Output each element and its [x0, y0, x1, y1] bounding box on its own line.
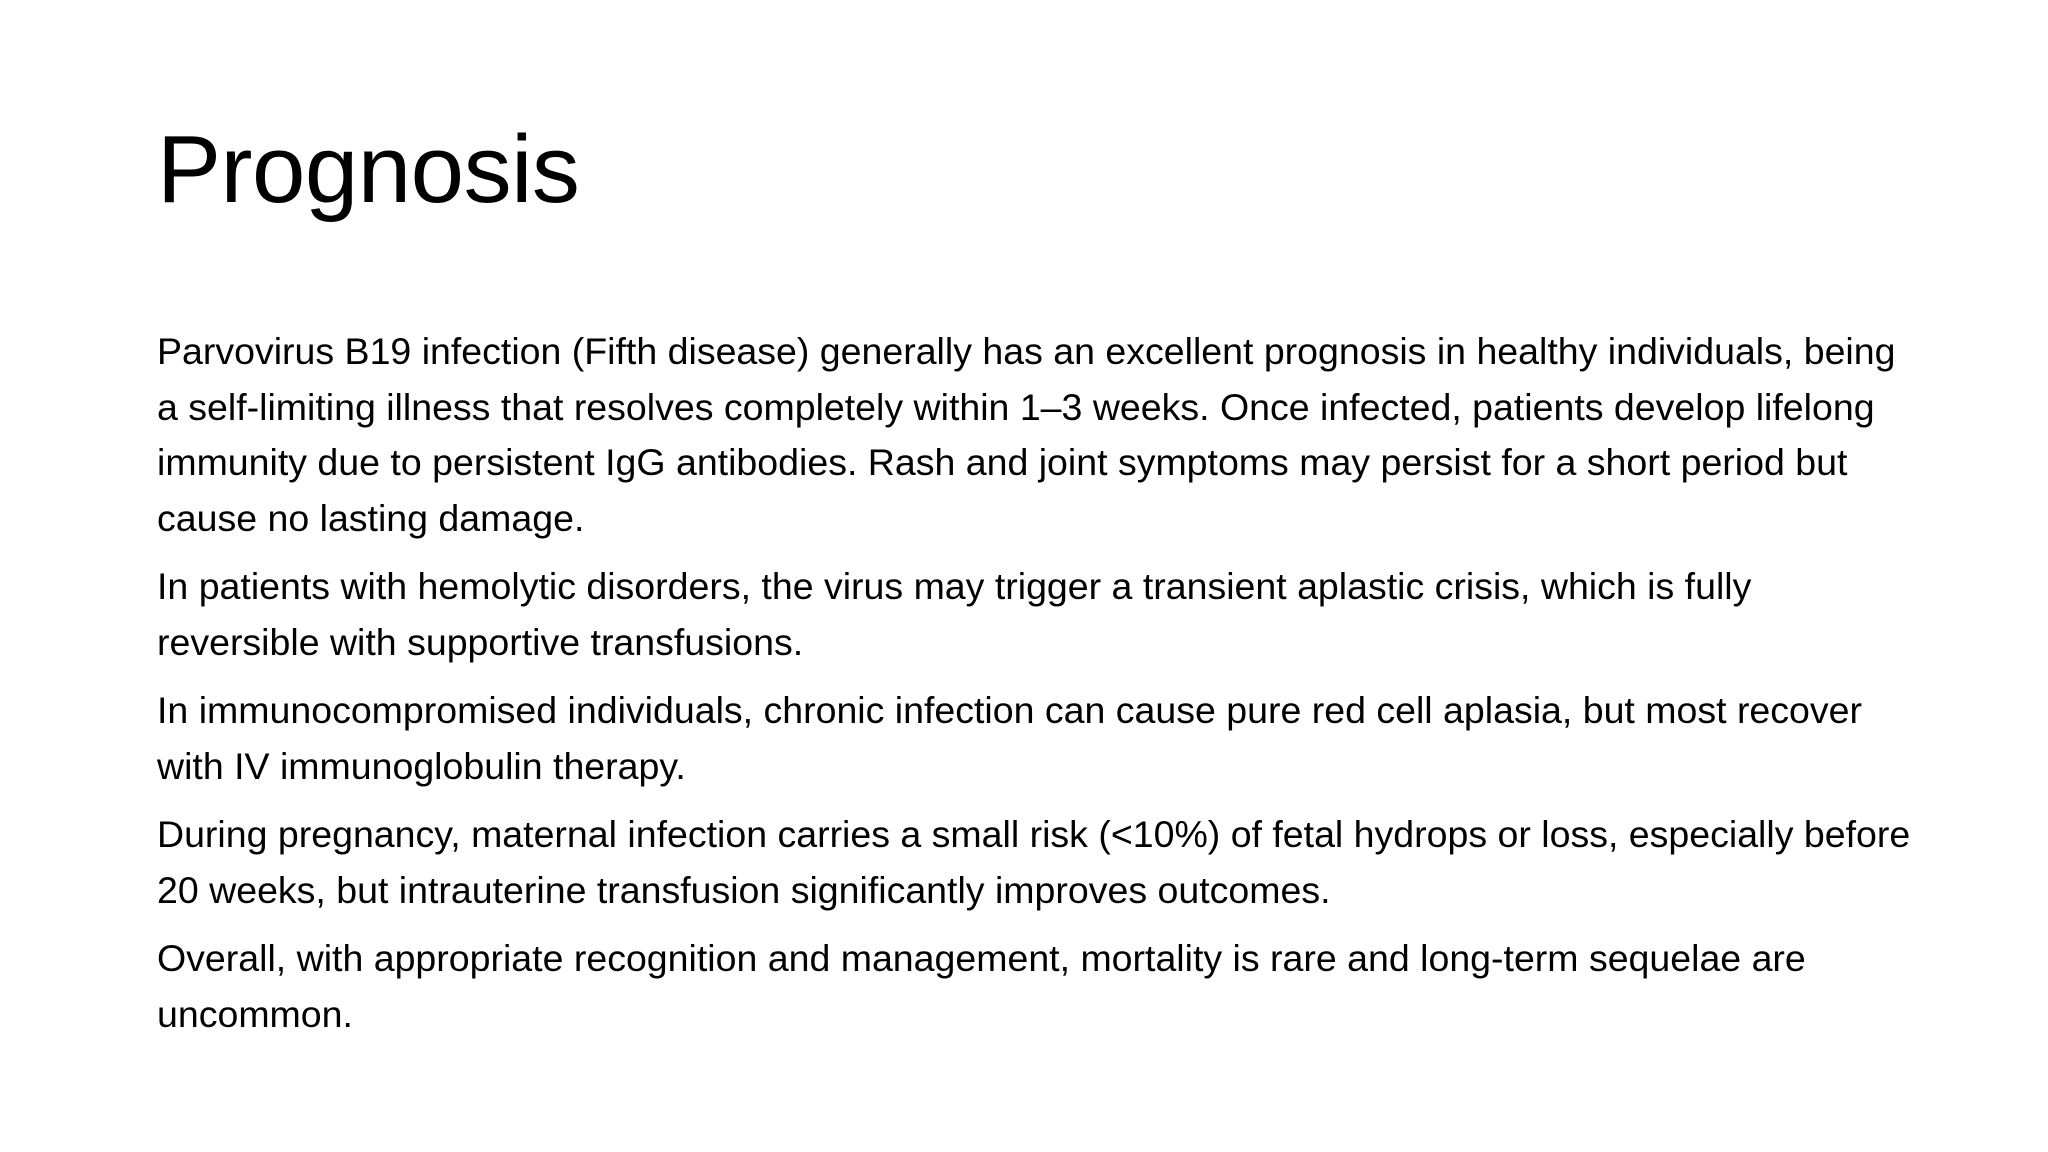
paragraph-hemolytic: In patients with hemolytic disorders, the virus may trigger a transient aplastic crisis, which is fully reversible with supportive transfusions. — [157, 565, 1752, 663]
slide-title: Prognosis — [157, 116, 580, 223]
paragraph-overall: Overall, with appropriate recognition and management, mortality is rare and long-term sequelae are uncommon. — [157, 937, 1806, 1035]
paragraph-pregnancy: During pregnancy, maternal infection carries a small risk (<10%) of fetal hydrops or loss, especially before 20 weeks, but intrauterine transfusion significantly improves outcomes. — [157, 813, 1911, 911]
paragraph-immunocompromised: In immunocompromised individuals, chronic infection can cause pure red cell aplasia, but most recover with IV immunoglobulin therapy. — [157, 689, 1862, 787]
slide-body — [157, 324, 1917, 1055]
paragraph-overview: Parvovirus B19 infection (Fifth disease) generally has an excellent prognosis in healthy individuals, being a self-limiting illness that resolves completely within 1–3 weeks. Once infected, patients develop lifelong immunity due to persistent IgG antibodies. Rash and joint symptoms may persist for a short period but cause no lasting damage. — [157, 330, 1896, 539]
